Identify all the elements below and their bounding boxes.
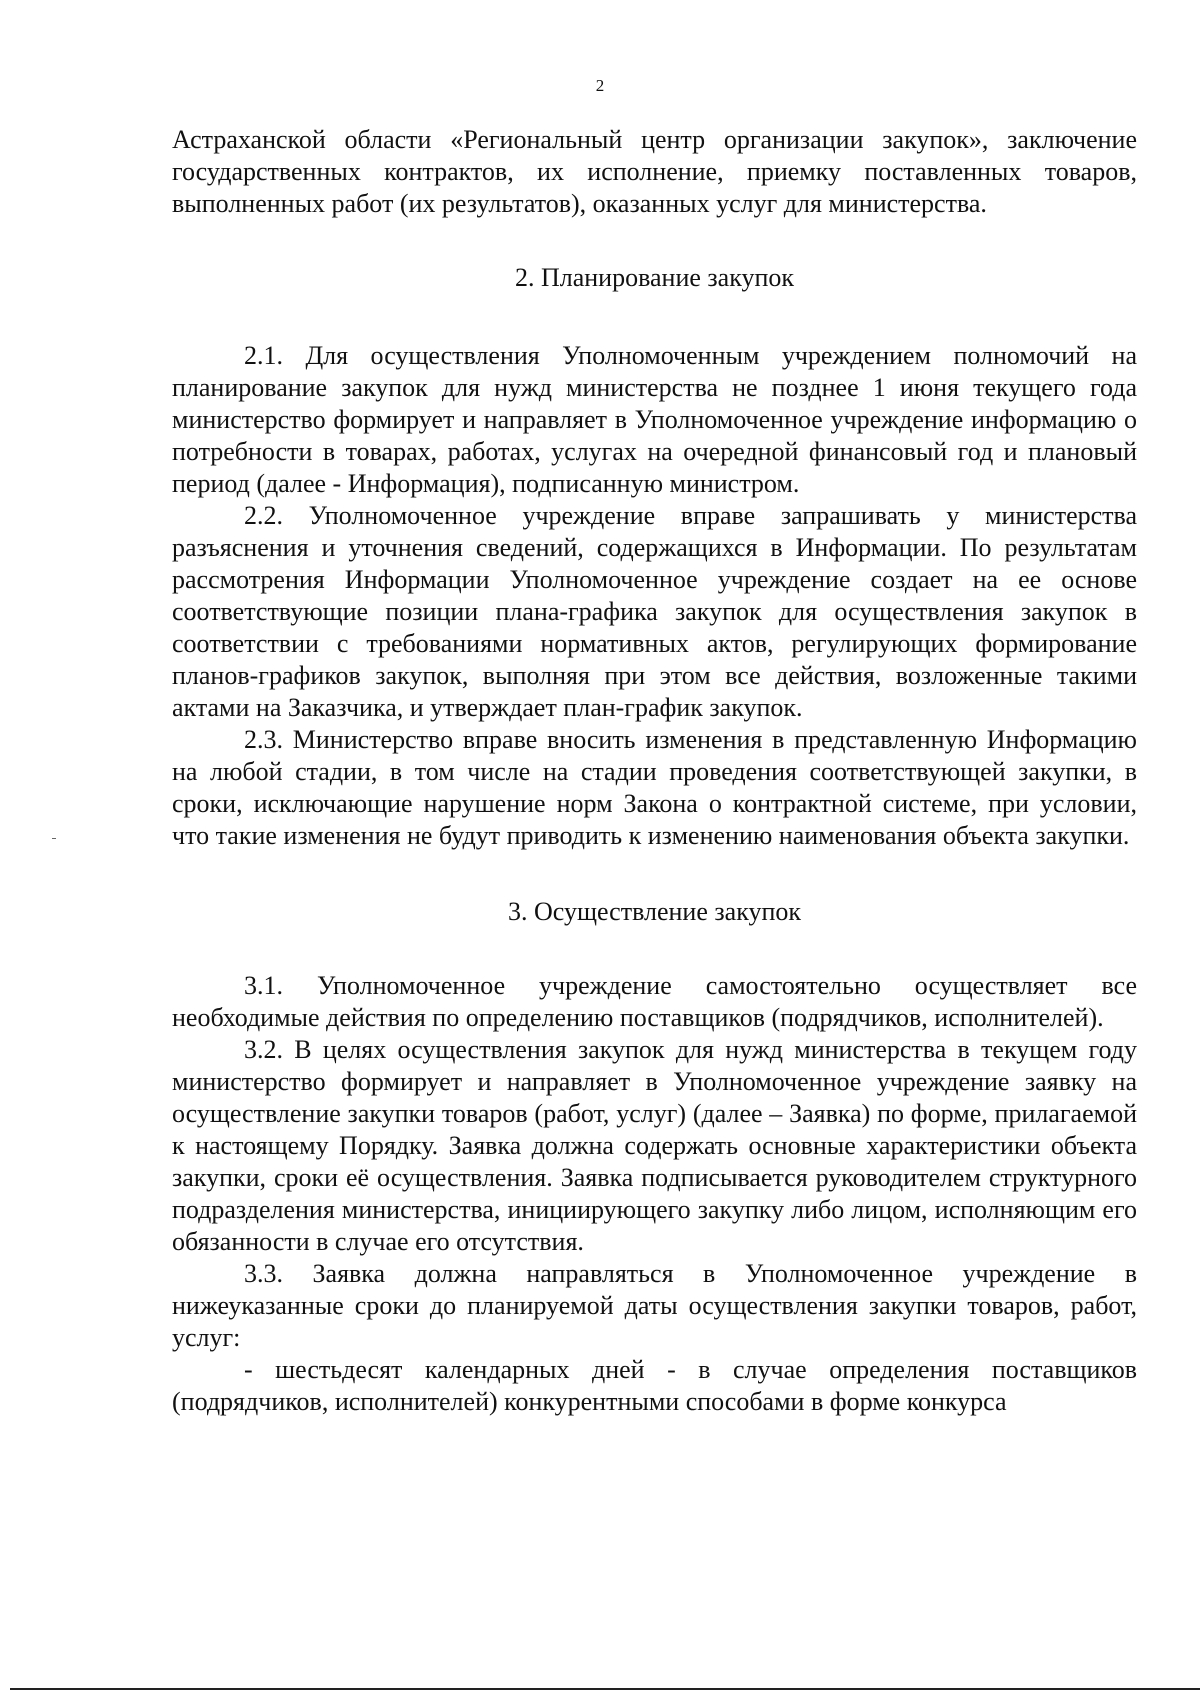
paragraph-2-1: 2.1. Для осуществления Уполномоченным учреждением полномочий на планирование закупок для нужд министерства не позднее 1 июня текущего года министерство формирует и направляет в Уполномоченное учреждение информацию о потребности в товарах, работах, услугах на очередной финансовый год и плановый период (далее - Информация), подписанную министром. <box>172 341 1137 498</box>
paragraph-3-3: 3.3. Заявка должна направляться в Уполномоченное учреждение в нижеуказанные сроки до планируемой даты осуществления закупки товаров, работ, услуг: <box>172 1259 1137 1352</box>
page-number: 2 <box>595 76 605 95</box>
bottom-scan-line <box>10 1688 1200 1690</box>
intro-paragraph: Астраханской области «Региональный центр организации закупок», заключение государственных контрактов, их исполнение, приемку поставленных товаров, выполненных работ (их результатов), оказанных услуг для министерства. <box>172 125 1137 218</box>
list-item-sixty-days: - шестьдесят календарных дней - в случае определения поставщиков (подрядчиков, исполнителей) конкурентными способами в форме конкурса <box>172 1355 1137 1416</box>
paragraph-2-2: 2.2. Уполномоченное учреждение вправе запрашивать у министерства разъяснения и уточнения сведений, содержащихся в Информации. По результатам рассмотрения Информации Уполномоченное учреждение создает на ее основе соответствующие позиции плана-графика закупок для осуществления закупок в соответствии с требованиями нормативных актов, регулирующих формирование планов-графиков закупок, выполняя при этом все действия, возложенные такими актами на Заказчика, и утверждает план-график закупок. <box>172 501 1137 722</box>
document-body <box>172 124 1137 1418</box>
section-3-heading: 3. Осуществление закупок <box>507 897 802 926</box>
paragraph-3-1: 3.1. Уполномоченное учреждение самостоятельно осуществляет все необходимые действия по определению поставщиков (подрядчиков, исполнителей). <box>172 971 1137 1032</box>
paragraph-2-3: 2.3. Министерство вправе вносить изменения в представленную Информацию на любой стадии, в том числе на стадии проведения соответствующей закупки, в сроки, исключающие нарушение норм Закона о контрактной системе, при условии, что такие изменения не будут приводить к изменению наименования объекта закупки. <box>172 725 1137 850</box>
section-2-heading: 2. Планирование закупок <box>514 263 795 292</box>
scan-artifact <box>52 838 56 839</box>
paragraph-3-2: 3.2. В целях осуществления закупок для нужд министерства в текущем году министерство формирует и направляет в Уполномоченное учреждение заявку на осуществление закупки товаров (работ, услуг) (далее – Заявка) по форме, прилагаемой к настоящему Порядку. Заявка должна содержать основные характеристики объекта закупки, сроки её осуществления. Заявка подписывается руководителем структурного подразделения министерства, инициирующего закупку либо лицом, исполняющим его обязанности в случае его отсутствия. <box>172 1035 1137 1256</box>
